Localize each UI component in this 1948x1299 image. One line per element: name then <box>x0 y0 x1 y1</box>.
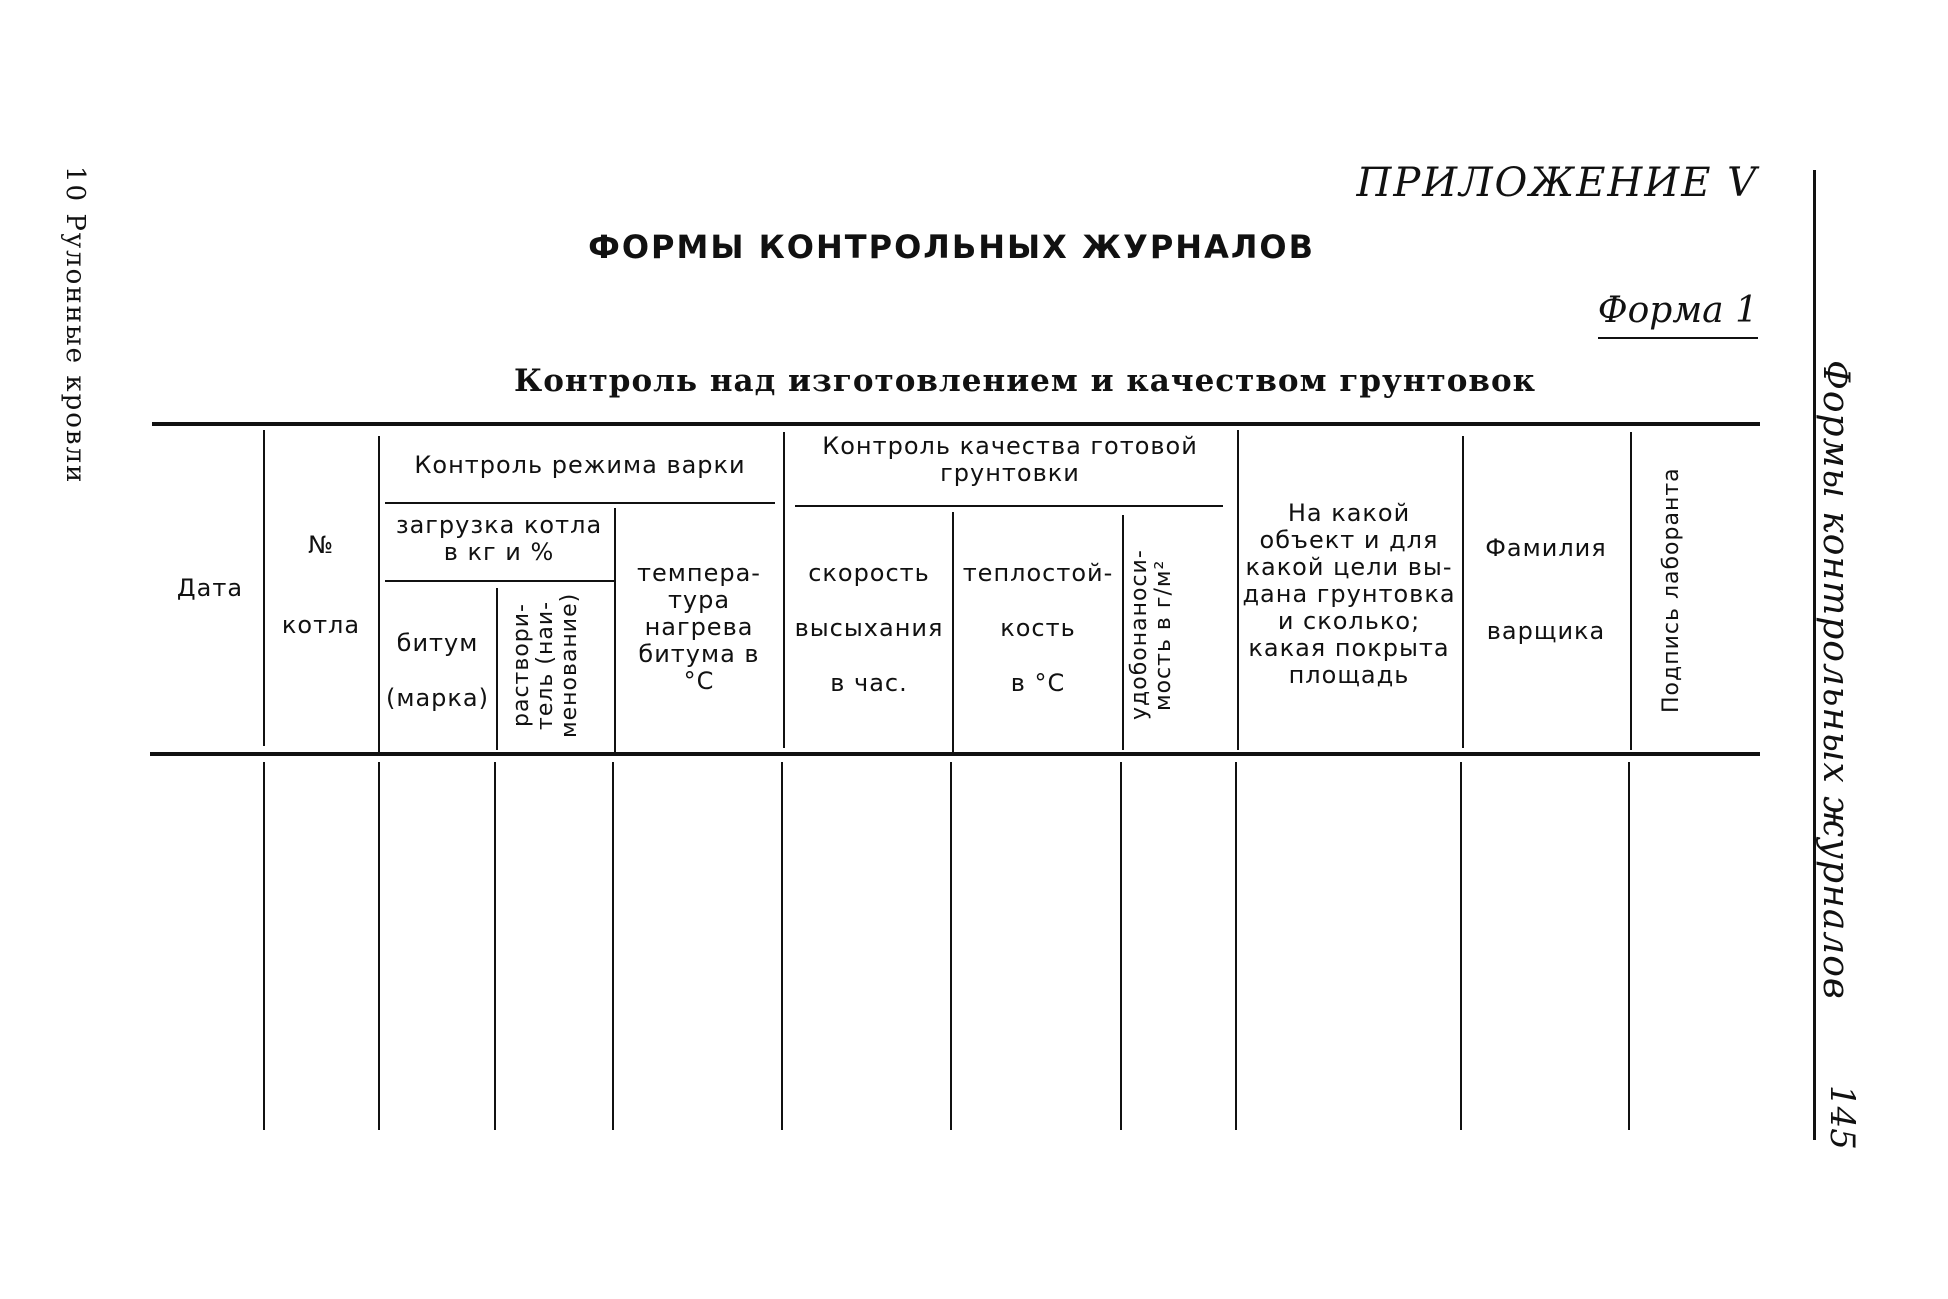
col-heat-resistance: теплостой- <box>962 559 1114 587</box>
cooking-group-rule <box>385 502 775 504</box>
col-object-purpose: На какой объект и для какой цели вы-дана грунтовка и сколько; какая покрыта площадь <box>1242 499 1456 689</box>
body-col-divider <box>612 762 614 1130</box>
header-col-divider <box>783 432 785 748</box>
quality-group-rule <box>795 505 1223 507</box>
col-heat-resistance: в °С <box>1010 669 1066 697</box>
col-heat-resistance: кость <box>1000 614 1076 642</box>
col-surname: варщика <box>1486 617 1606 645</box>
body-col-divider <box>1628 762 1630 1130</box>
header-col-divider <box>496 588 498 750</box>
group-quality-control: Контроль качества готовой грунтовки <box>822 432 1198 487</box>
col-spreadability: удобонаноси-мость в г/м² <box>1127 549 1176 721</box>
body-col-divider <box>494 762 496 1130</box>
header-col-divider <box>1462 436 1464 748</box>
loading-group-rule <box>385 580 615 582</box>
header-col-divider <box>1122 515 1124 750</box>
running-head-left: 10 Рулонные кровли <box>60 166 90 485</box>
col-date: Дата <box>176 574 244 602</box>
body-col-divider <box>781 762 783 1130</box>
header-col-divider <box>263 430 265 746</box>
table-caption: Контроль над изготовлением и качеством грунтовок <box>514 363 1537 399</box>
page-title: ФОРМЫ КОНТРОЛЬНЫХ ЖУРНАЛОВ <box>588 228 1315 266</box>
page-number: 145 <box>1822 1085 1862 1150</box>
header-col-divider <box>952 512 954 752</box>
group-cooking-mode: Контроль режима варки <box>414 451 746 479</box>
header-bottom-rule <box>150 752 1760 756</box>
col-heating-temperature: темпера-тура нагрева битума в °С <box>637 559 761 695</box>
header-col-divider <box>614 508 616 752</box>
header-col-divider <box>1237 430 1239 750</box>
body-col-divider <box>1120 762 1122 1130</box>
col-drying-speed: высыхания <box>794 614 944 642</box>
col-solvent: раствори-тель (наи-менование) <box>509 592 582 738</box>
header-col-divider <box>1630 432 1632 750</box>
body-col-divider <box>950 762 952 1130</box>
appendix-label: ПРИЛОЖЕНИЕ V <box>1356 160 1758 206</box>
col-drying-speed: скорость <box>808 559 930 587</box>
col-kettle: котла <box>281 611 361 639</box>
col-bitumen: битум <box>396 629 479 657</box>
form-label: Форма 1 <box>1598 290 1758 339</box>
body-col-divider <box>378 762 380 1130</box>
col-bitumen-grade: (марка) <box>386 684 489 712</box>
running-head-right: Формы контрольных журналов <box>1815 360 1856 1000</box>
col-lab-signature: Подпись лаборанта <box>1659 467 1684 713</box>
col-number-sign: № <box>308 531 334 559</box>
body-col-divider <box>1235 762 1237 1130</box>
col-surname: Фамилия <box>1485 534 1607 562</box>
group-kettle-loading: загрузка котла в кг и % <box>395 511 603 566</box>
body-col-divider <box>1460 762 1462 1130</box>
body-col-divider <box>263 762 265 1130</box>
table-top-rule <box>152 422 1760 426</box>
col-drying-speed: в час. <box>830 669 908 697</box>
